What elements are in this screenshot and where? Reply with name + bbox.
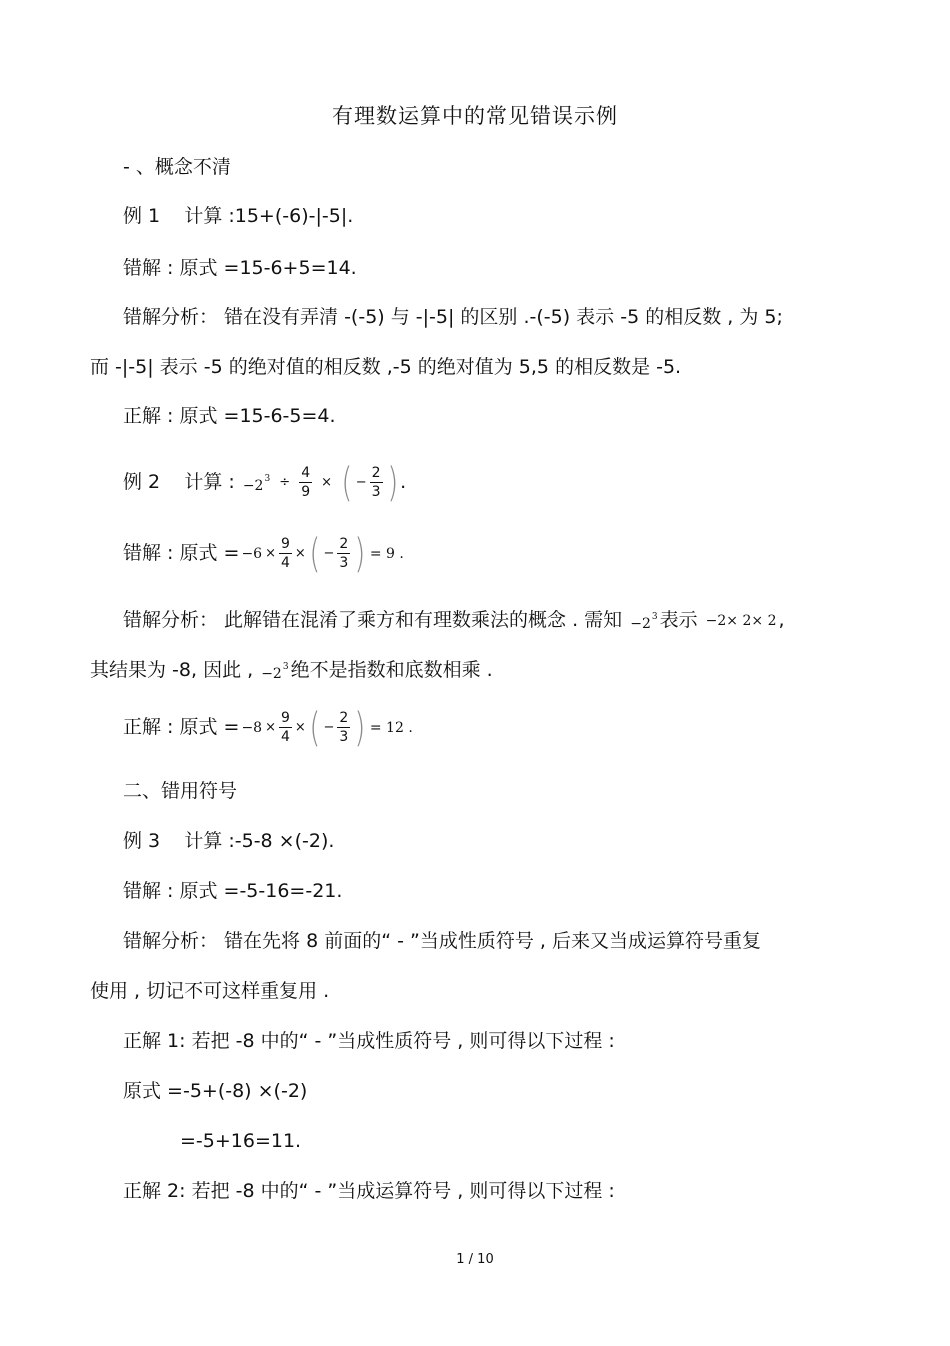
- example-2-prefix: 计算 :: [184, 471, 235, 493]
- document-title: 有理数运算中的常见错误示例: [332, 104, 618, 128]
- example-3-step-2: =-5+16=11.: [180, 1130, 302, 1152]
- wrong-solution-prefix: 错解 : 原式 =: [123, 542, 240, 564]
- example-2: [123, 456, 407, 506]
- correct-solution-prefix: 正解 : 原式 =: [123, 716, 240, 738]
- negative-sign: −: [355, 474, 367, 490]
- example-3-wrong-solution: 错解 : 原式 =-5-16=-21.: [123, 880, 343, 902]
- example-3: [123, 826, 334, 856]
- example-2-label: 例 2: [123, 471, 161, 493]
- analysis-text: 其结果为 -8, 因此 ,: [90, 659, 254, 681]
- example-3-step-1: 原式 =-5+(-8) ×(-2): [123, 1080, 308, 1102]
- negative-sign: −: [323, 545, 335, 561]
- fraction-2-3: $\frac{2}{3}$: [371, 465, 381, 500]
- right-paren: ): [354, 704, 366, 751]
- power-expression: $-2^3$: [261, 662, 289, 682]
- example-2-correct-solution: [123, 704, 415, 750]
- right-paren: ): [354, 530, 366, 577]
- example-2-wrong-solution: [123, 530, 406, 576]
- example-1-wrong-solution: 错解 : 原式 =15-6+5=14.: [123, 257, 357, 279]
- analysis-text: 错解分析： 此解错在混淆了乘方和有理数乘法的概念 . 需知: [123, 609, 623, 631]
- analysis-text-2: 表示: [659, 609, 698, 631]
- negative-sign: −: [323, 719, 335, 735]
- example-1-problem: 计算 :15+(-6)-|-5|.: [184, 205, 354, 227]
- example-3-label: 例 3: [123, 830, 161, 852]
- example-3-problem: 计算 :-5-8 ×(-2).: [184, 830, 335, 852]
- wrong-result: = 9 .: [369, 545, 404, 562]
- power-expression: $-2^3$: [630, 612, 658, 632]
- expansion-expression: −2× 2× 2: [705, 612, 777, 629]
- left-paren: (: [309, 530, 321, 577]
- lead-term: −6: [241, 545, 263, 562]
- lead-term: −8: [241, 719, 263, 736]
- analysis-text-2: 绝不是指数和底数相乘 .: [290, 659, 493, 681]
- period: .: [400, 471, 407, 493]
- fraction-2-3: $\frac{2}{3}$: [339, 710, 349, 745]
- example-1: [123, 201, 353, 231]
- times-symbol: ×: [321, 474, 333, 490]
- example-3-correct-solution-1: 正解 1: 若把 -8 中的“ - ”当成性质符号 , 则可得以下过程 :: [123, 1030, 615, 1052]
- left-paren: (: [309, 704, 321, 751]
- comma: ,: [778, 609, 785, 631]
- page-number: 1 / 10: [456, 1252, 494, 1267]
- example-2-power: $-2^3$: [242, 474, 271, 494]
- fraction-2-3: $\frac{2}{3}$: [339, 536, 349, 571]
- times-symbol: ×: [294, 719, 306, 735]
- left-paren: (: [341, 459, 353, 506]
- times-symbol: ×: [265, 545, 276, 561]
- times-symbol: ×: [265, 719, 276, 735]
- right-paren: ): [386, 459, 398, 506]
- example-1-correct-solution: 正解 : 原式 =15-6-5=4.: [123, 405, 336, 427]
- example-2-analysis-line-2: [90, 652, 493, 689]
- divide-symbol: ÷: [279, 474, 291, 490]
- example-1-label: 例 1: [123, 205, 161, 227]
- example-1-analysis-line-1: 错解分析： 错在没有弄清 -(-5) 与 -|-5| 的区别 .-(-5) 表示 -5 的相反数 , 为 5;: [123, 306, 783, 328]
- correct-result: = 12 .: [369, 719, 413, 736]
- times-symbol: ×: [294, 545, 306, 561]
- example-1-analysis-line-2: 而 -|-5| 表示 -5 的绝对值的相反数 ,-5 的绝对值为 5,5 的相反数是 -5.: [90, 356, 682, 378]
- section-heading-2: 二、错用符号: [123, 780, 238, 802]
- example-3-analysis-line-2: 使用 , 切记不可这样重复用 .: [90, 980, 330, 1002]
- example-3-correct-solution-2: 正解 2: 若把 -8 中的“ - ”当成运算符号 , 则可得以下过程 :: [123, 1180, 615, 1202]
- example-3-analysis-line-1: 错解分析： 错在先将 8 前面的“ - ”当成性质符号 , 后来又当成运算符号重复: [123, 930, 761, 952]
- fraction-9-4: $\frac{9}{4}$: [281, 710, 290, 745]
- fraction-4-9: $\frac{4}{9}$: [301, 465, 311, 500]
- section-heading-1: - 、概念不清: [123, 156, 231, 178]
- fraction-9-4: $\frac{9}{4}$: [281, 536, 290, 571]
- example-2-analysis-line-1: [123, 602, 785, 639]
